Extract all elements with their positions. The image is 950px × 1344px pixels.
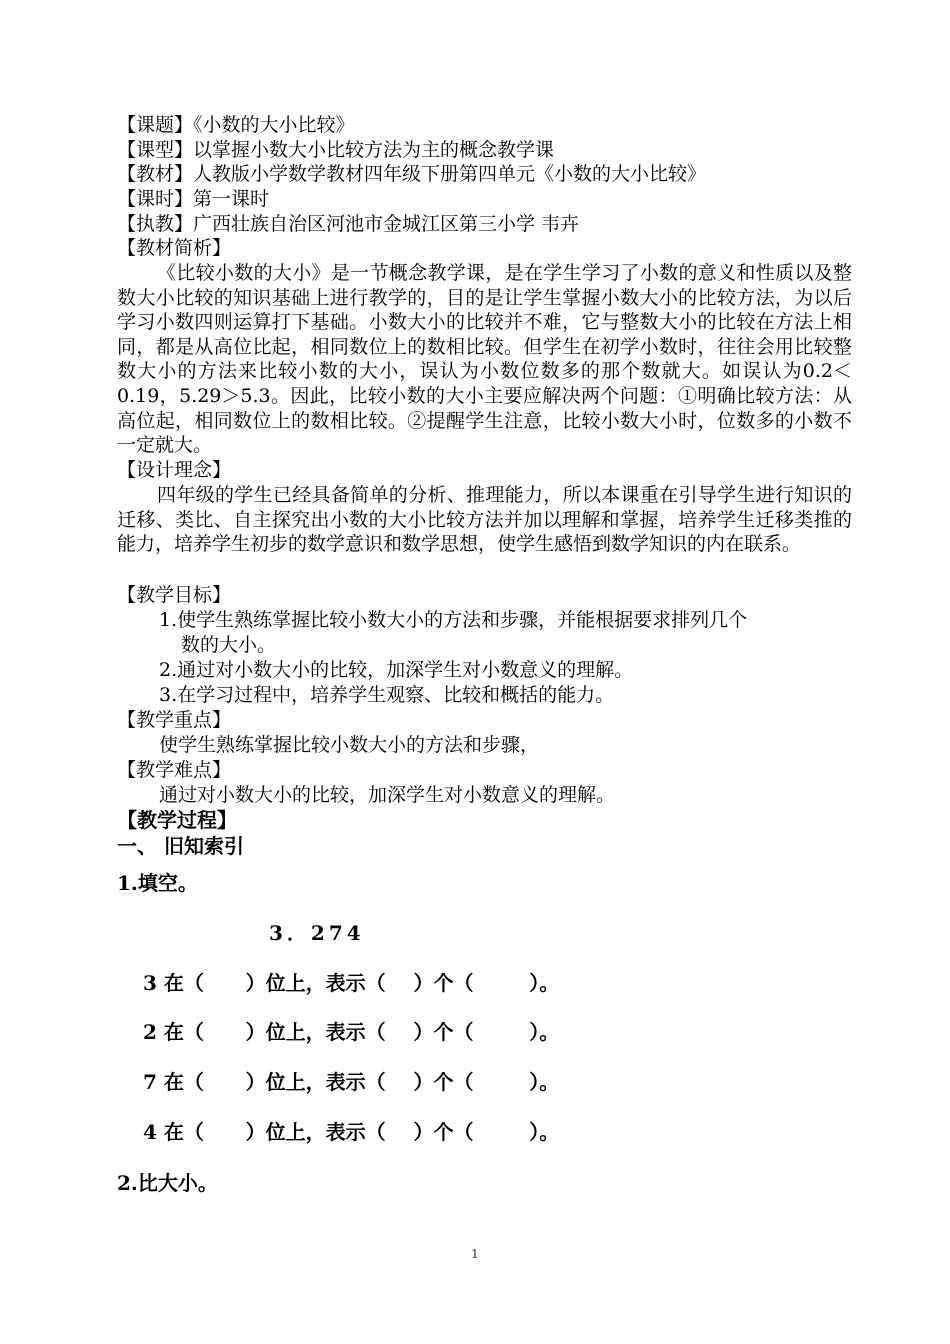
- fill-row-7: 7 在（ ）位上，表示（ ）个（ ）。: [143, 1070, 560, 1094]
- section-1-title: 一、 旧知索引: [117, 834, 244, 858]
- topic-line: 【课题】《小数的大小比较》: [117, 114, 355, 136]
- key-text: 使学生熟练掌握比较小数大小的方法和步骤，: [159, 734, 540, 756]
- textbook-line: 【教材】人教版小学数学教材四年级下册第四单元《小数的大小比较》: [117, 163, 707, 185]
- key-heading: 【教学重点】: [117, 709, 232, 731]
- analysis-text: 《比较小数的大小》是一节概念教学课，是在学生学习了小数的意义和性质以及整数大小比较的知识基础上进行教学的，目的是让学生掌握小数大小的比较方法，为以后学习小数四则运算打下基础。小数大小的比较并不难，它与整数大小的比较在方法上相同，都是从高位比起，相同数位上的数相比较。但学生在初学小数时，往往会用比较整数大小的方法来比较小数的大小，误认为小数位数多的那个数就大。如误认为0.2＜0.19，5.29＞5.3。因此，比较小数的大小主要应解决两个问题：①明确比较方法：从高位起，相同数位上的数相比较。②提醒学生注意，比较小数大小时，位数多的小数不一定就大。: [117, 262, 852, 457]
- period-line: 【课时】第一课时: [117, 188, 270, 210]
- teacher-line: 【执教】广西壮族自治区河池市金城江区第三小学 韦卉: [117, 213, 580, 235]
- question-2: 2.比大小。: [117, 1171, 218, 1195]
- process-heading: 【教学过程】: [117, 808, 237, 832]
- type-line: 【课型】以掌握小数大小比较方法为主的概念教学课: [117, 139, 555, 161]
- design-text: 四年级的学生已经具备简单的分析、推理能力，所以本课重在引导学生进行知识的迁移、类比、自主探究出小数的大小比较方法并加以理解和掌握，培养学生迁移类推的能力，培养学生初步的数学意识和数学思想，使学生感悟到数学知识的内在联系。: [117, 484, 852, 556]
- goal-3: 3.在学习过程中，培养学生观察、比较和概括的能力。: [159, 684, 615, 706]
- goal-2: 2.通过对小数大小的比较，加深学生对小数意义的理解。: [159, 659, 634, 681]
- page-number: 1: [471, 1247, 479, 1261]
- goal-1-line-b: 数的大小。: [181, 634, 277, 656]
- sample-number: 3．274: [269, 921, 365, 945]
- analysis-paragraph: [117, 261, 852, 458]
- goal-1-line-a: 1.使学生熟练掌握比较小数大小的方法和步骤，并能根据要求排列几个: [159, 609, 748, 631]
- difficulty-heading: 【教学难点】: [117, 759, 232, 781]
- difficulty-text: 通过对小数大小的比较，加深学生对小数意义的理解。: [159, 784, 616, 806]
- fill-row-3: 3 在（ ）位上，表示（ ）个（ ）。: [143, 971, 560, 995]
- question-1: 1.填空。: [117, 871, 198, 895]
- fill-row-2: 2 在（ ）位上，表示（ ）个（ ）。: [143, 1020, 560, 1044]
- design-heading: 【设计理念】: [117, 459, 232, 481]
- fill-row-4: 4 在（ ）位上，表示（ ）个（ ）。: [143, 1120, 560, 1144]
- analysis-heading: 【教材简析】: [117, 237, 232, 259]
- goals-heading: 【教学目标】: [117, 584, 232, 606]
- design-paragraph: [117, 483, 852, 557]
